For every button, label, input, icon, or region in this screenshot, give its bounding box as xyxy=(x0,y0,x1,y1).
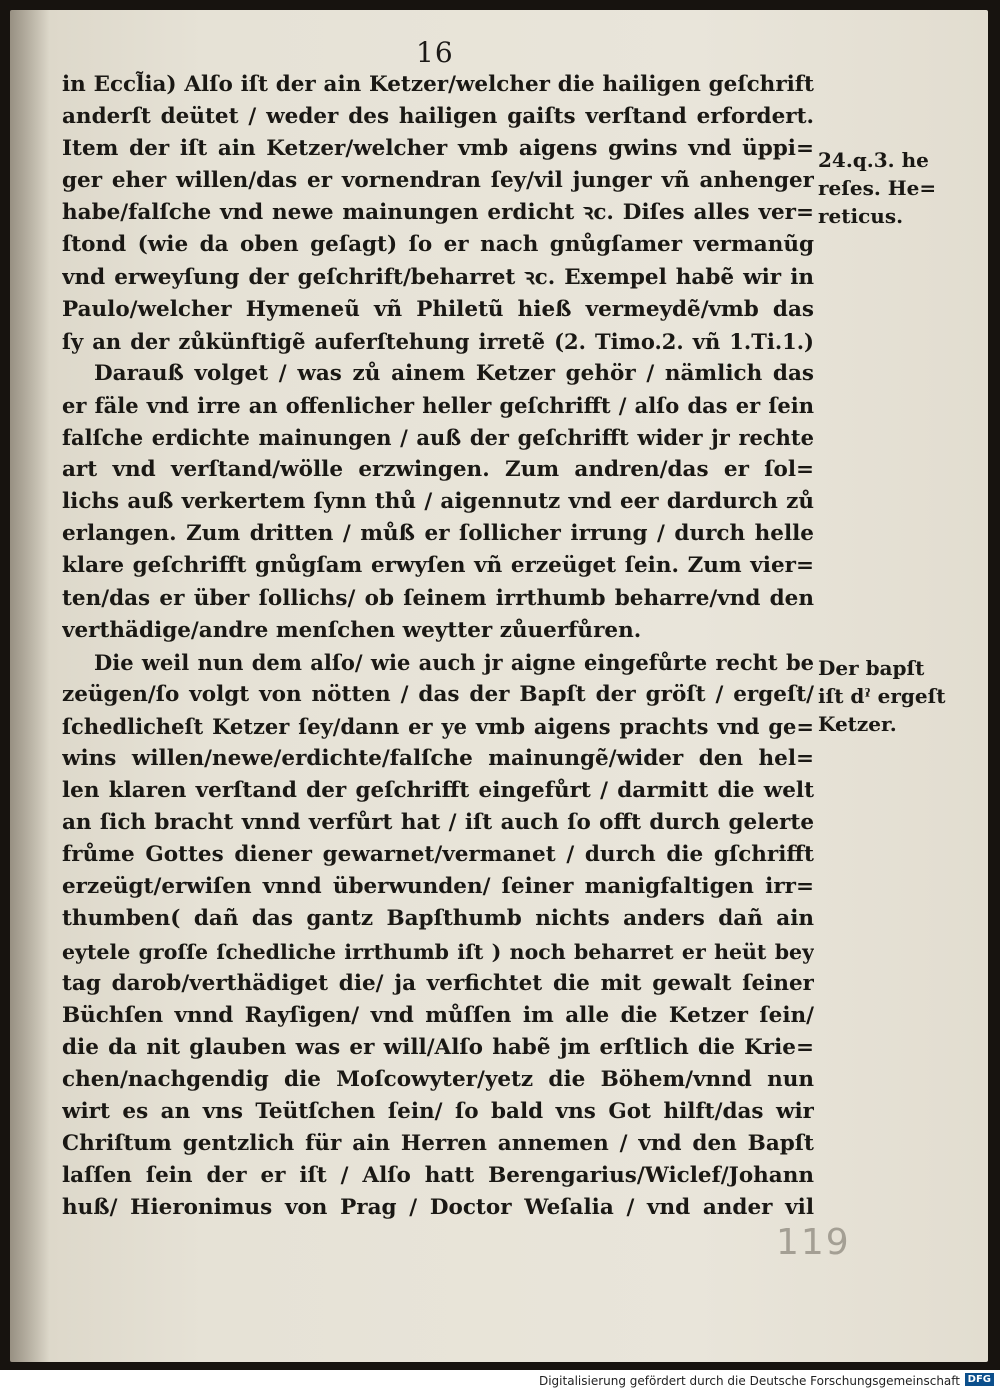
text-line: habe/falſche vnd newe mainungen erdicht ꝛc. Diſes alles ver= xyxy=(62,200,814,226)
text-line: Die weil nun dem alſo/ wie auch jr aigne eingefůrte recht be xyxy=(94,649,814,675)
page-number: 16 xyxy=(416,36,454,69)
text-line: Item der iſt ain Ketzer/welcher vmb aigens gwins vnd üppi= xyxy=(62,136,814,162)
gutter-shadow xyxy=(10,10,50,1362)
text-line: huß/ Hieronimus von Prag / Doctor Weſalia / vnd ander vil xyxy=(62,1195,814,1221)
text-line: die da nit glauben was er will/Alſo habẽ jm erſtlich die Krie= xyxy=(62,1034,814,1060)
text-line: lichs auß verkertem ſynn thů / aigennutz vnd eer dardurch zů xyxy=(62,489,814,515)
text-line: er fäle vnd irre an offenlicher heller geſchrifft / alſo das er ſein xyxy=(62,392,814,418)
marginal-line: Der bapſt xyxy=(818,656,925,680)
text-line: Paulo/welcher Hymeneũ vñ Philetũ hieß vermeydẽ/vmb das xyxy=(62,296,814,322)
text-line: an ſich bracht vnnd verfůrt hat / iſt auch ſo offt durch gelerte xyxy=(62,810,814,836)
marginal-line: 24.q.3. he xyxy=(818,148,929,172)
text-line: ſy an der zůkünftigẽ auferſtehung irretẽ (2. Timo.2. vñ 1.Ti.1.) xyxy=(62,328,814,354)
text-line: Chriſtum gentzlich für ain Herren annemen / vnd den Bapſt xyxy=(62,1131,814,1157)
marginal-line: iſt dˀ ergeſt xyxy=(818,684,946,708)
text-line: wirt es an vns Teütſchen ſein/ ſo bald vns Got hilft/das wir xyxy=(62,1099,814,1124)
footer-credit: Digitalisierung gefördert durch die Deutsche Forschungsgemeinschaft xyxy=(538,1374,960,1388)
text-line: anderſt deütet / weder des hailigen gaiſts verſtand erfordert. xyxy=(62,104,814,130)
text-line: zeügen/ſo volgt von nötten / das der Bapſt der gröſt / ergeſt/ xyxy=(62,681,814,707)
text-line: verthädige/andre menſchen weytter zůuerfůren. xyxy=(62,617,642,643)
text-line: in Eccl̃ia) Alſo iſt der ain Ketzer/welcher die hailigen geſchrift xyxy=(62,72,814,97)
text-line: vnd erweyſung der geſchrift/beharret ꝛc. Exempel habẽ wir in xyxy=(62,264,814,290)
text-line: chen/nachgendig die Moſcowyter/yetz die Böhem/vnnd nun xyxy=(62,1066,814,1092)
marginal-note-reference xyxy=(818,146,937,230)
text-line: wins willen/newe/erdichte/falſche mainungẽ/wider den hel= xyxy=(62,745,814,771)
marginal-line: reſes. He= xyxy=(818,176,937,200)
text-line: art vnd verſtand/wölle erzwingen. Zum andren/das er ſol= xyxy=(62,457,814,483)
text-line: eytele groſſe ſchedliche irrthumb iſt ) noch beharret er heüt bey xyxy=(62,939,814,964)
text-line: ſtond (wie da oben geſagt) ſo er nach gnůgſamer vermanũg xyxy=(62,232,814,258)
main-text-block xyxy=(62,69,814,1224)
text-line: erzeügt/erwiſen vnnd überwunden/ ſeiner manigfaltigen irr= xyxy=(62,874,814,900)
text-line: Darauß volget / was zů ainem Ketzer gehör / nämlich das xyxy=(94,360,814,386)
text-line: thumben( dañ das gantz Bapſthumb nichts anders dañ ain xyxy=(62,906,814,932)
text-line: Büchſen vnnd Rayſigen/ vnd můſſen im alle die Ketzer ſein/ xyxy=(62,1002,814,1028)
text-line: ten/das er über ſollichs/ ob ſeinem irrthumb beharre/vnd den xyxy=(62,585,814,611)
text-line: tag darob/verthädiget die/ ja verfichtet die mit gewalt ſeiner xyxy=(62,970,814,996)
text-line: ſchedlicheſt Ketzer ſey/dann er ye vmb aigens prachts vnd ge= xyxy=(62,713,814,739)
marginal-line: Ketzer. xyxy=(818,712,897,736)
text-line: laſſen ſein der er iſt / Alſo hatt Berengarius/Wiclef/Johann xyxy=(62,1163,814,1189)
dfg-logo: DFG xyxy=(965,1373,994,1386)
marginal-note-heading xyxy=(818,654,946,738)
text-line: erlangen. Zum dritten / můß er ſollicher irrung / durch helle xyxy=(62,521,814,547)
folio-number: 119 xyxy=(776,1222,851,1263)
text-line: len klaren verſtand der geſchrifft eingefůrt / darmitt die welt xyxy=(62,778,814,804)
text-line: falſche erdichte mainungen / auß der geſchrifft wider jr rechte xyxy=(62,425,814,451)
marginal-line: reticus. xyxy=(818,204,904,228)
text-line: frůme Gottes diener gewarnet/vermanet / durch die gſchrifft xyxy=(62,842,814,868)
text-line: ger eher willen/das er vornendran ſey/vil junger vñ anhenger xyxy=(62,168,814,194)
text-line: klare geſchrifft gnůgſam erwyſen vñ erzeüget ſein. Zum vier= xyxy=(62,553,814,579)
